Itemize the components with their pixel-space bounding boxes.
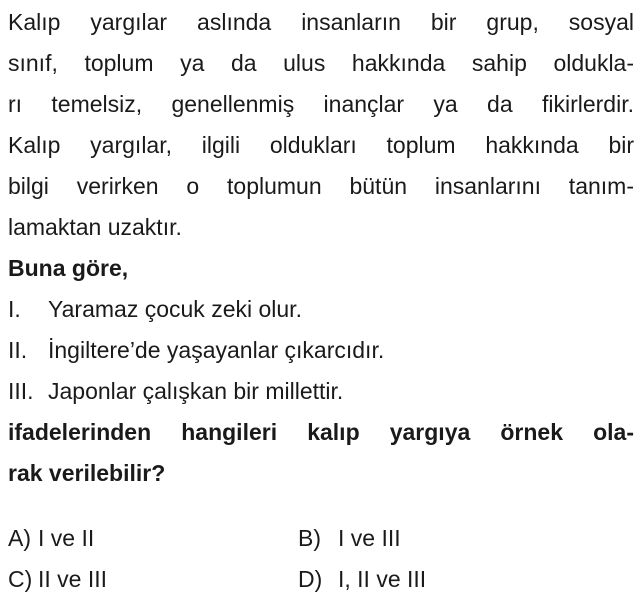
statement-number: III. bbox=[8, 378, 34, 404]
prompt-line-1: ifadelerinden hangileri kalıp yargıya örnek ola- bbox=[8, 419, 634, 445]
choice-text: I, II ve III bbox=[338, 566, 427, 592]
statement-text: İngiltere’de yaşayanlar çıkarcıdır. bbox=[48, 337, 385, 363]
statement-text: Japonlar çalışkan bir millettir. bbox=[48, 378, 344, 404]
choice-a[interactable] bbox=[8, 518, 298, 559]
choice-row bbox=[8, 559, 634, 600]
statement-text: Yaramaz çocuk zeki olur. bbox=[48, 296, 302, 322]
choice-text: I ve III bbox=[338, 525, 401, 551]
choice-row bbox=[8, 518, 634, 559]
choice-c[interactable] bbox=[8, 559, 298, 600]
stem-line-2: sınıf, toplum ya da ulus hakkında sahip oldukla- bbox=[8, 50, 634, 76]
prompt-line-2: rak verilebilir? bbox=[8, 460, 166, 486]
answer-choices bbox=[8, 518, 634, 600]
choice-text: I ve II bbox=[38, 525, 95, 551]
statement-number: I. bbox=[8, 296, 21, 322]
lead-text: Buna göre, bbox=[8, 255, 129, 281]
choice-letter: D) bbox=[298, 566, 323, 592]
stem-line-3: rı temelsiz, genellenmiş inançlar ya da fikirlerdir. bbox=[8, 91, 634, 117]
question-block bbox=[8, 2, 634, 494]
choice-letter: A) bbox=[8, 525, 31, 551]
stem-line-5: bilgi verirken o toplumun bütün insanlarını tanım- bbox=[8, 173, 634, 199]
statement-item bbox=[8, 330, 634, 371]
choice-letter: B) bbox=[298, 525, 321, 551]
stem-line-1: Kalıp yargılar aslında insanların bir grup, sosyal bbox=[8, 9, 634, 35]
choice-b[interactable] bbox=[298, 518, 588, 559]
statement-item bbox=[8, 289, 634, 330]
stem-line-6: lamaktan uzaktır. bbox=[8, 214, 182, 240]
statement-number: II. bbox=[8, 337, 28, 363]
choice-text: II ve III bbox=[38, 566, 108, 592]
statement-item bbox=[8, 371, 634, 412]
choice-d[interactable] bbox=[298, 559, 588, 600]
choice-letter: C) bbox=[8, 566, 33, 592]
stem-line-4: Kalıp yargılar, ilgili oldukları toplum hakkında bir bbox=[8, 132, 634, 158]
